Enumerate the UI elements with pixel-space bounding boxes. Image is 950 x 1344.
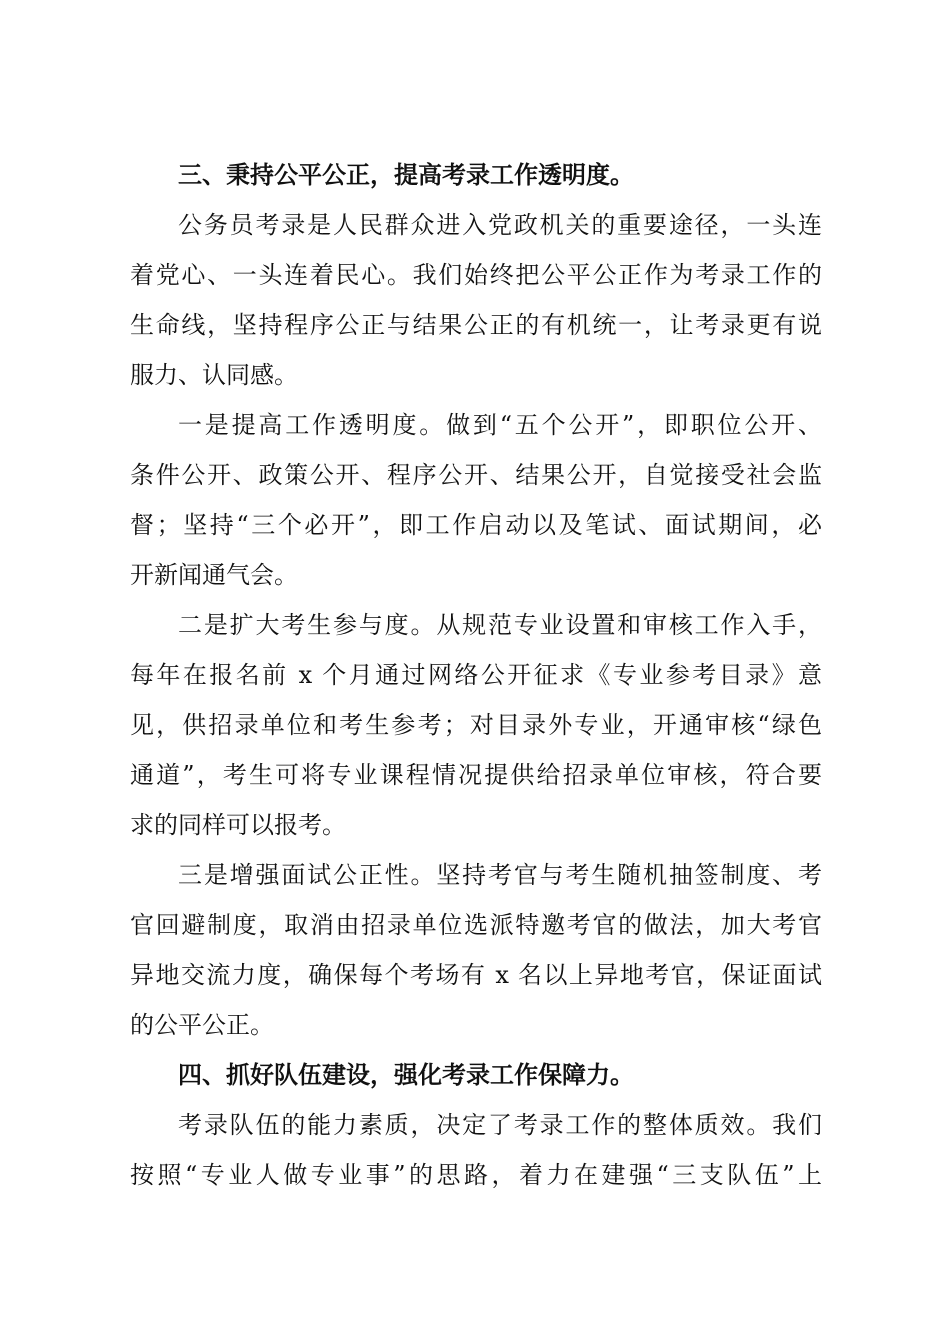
paragraph-line: 二是扩大考生参与度。从规范专业设置和审核工作入手， [178,611,822,639]
section-heading-3: 三、秉持公平公正，提高考录工作透明度。 [178,161,634,189]
paragraph-transparency [130,400,822,600]
paragraph-line: 求的同样可以报考。 [130,811,346,839]
section-heading-4: 四、抓好队伍建设，强化考录工作保障力。 [178,1061,634,1089]
paragraph-line: 的公平公正。 [130,1011,274,1039]
paragraph-line: 一是提高工作透明度。做到“五个公开”，即职位公开、 [178,411,822,439]
paragraph-intro [130,200,822,400]
paragraph-team-building [130,1100,822,1200]
paragraph-line: 按照“专业人做专业事”的思路，着力在建强“三支队伍”上 [130,1161,822,1189]
paragraph-line: 开新闻通气会。 [130,561,298,589]
paragraph-line: 考录队伍的能力素质，决定了考录工作的整体质效。我们 [178,1111,822,1139]
paragraph-line: 条件公开、政策公开、程序公开、结果公开，自觉接受社会监 [130,461,822,489]
paragraph-line: 督；坚持“三个必开”，即工作启动以及笔试、面试期间，必 [130,511,822,539]
paragraph-line: 生命线，坚持程序公正与结果公正的有机统一，让考录更有说 [130,311,822,339]
paragraph-line: 异地交流力度，确保每个考场有 x 名以上异地考官，保证面试 [130,961,822,989]
document-body [130,150,822,1200]
paragraph-line: 见，供招录单位和考生参考；对目录外专业，开通审核“绿色 [130,711,822,739]
paragraph-line: 官回避制度，取消由招录单位选派特邀考官的做法，加大考官 [130,911,822,939]
paragraph-line: 三是增强面试公正性。坚持考官与考生随机抽签制度、考 [178,861,822,889]
paragraph-line: 通道”，考生可将专业课程情况提供给招录单位审核，符合要 [130,761,822,789]
paragraph-participation [130,600,822,850]
paragraph-interview-fairness [130,850,822,1050]
paragraph-line: 服力、认同感。 [130,361,298,389]
paragraph-line: 每年在报名前 x 个月通过网络公开征求《专业参考目录》意 [130,661,822,689]
paragraph-line: 着党心、一头连着民心。我们始终把公平公正作为考录工作的 [130,261,822,289]
paragraph-line: 公务员考录是人民群众进入党政机关的重要途径，一头连 [178,211,822,239]
